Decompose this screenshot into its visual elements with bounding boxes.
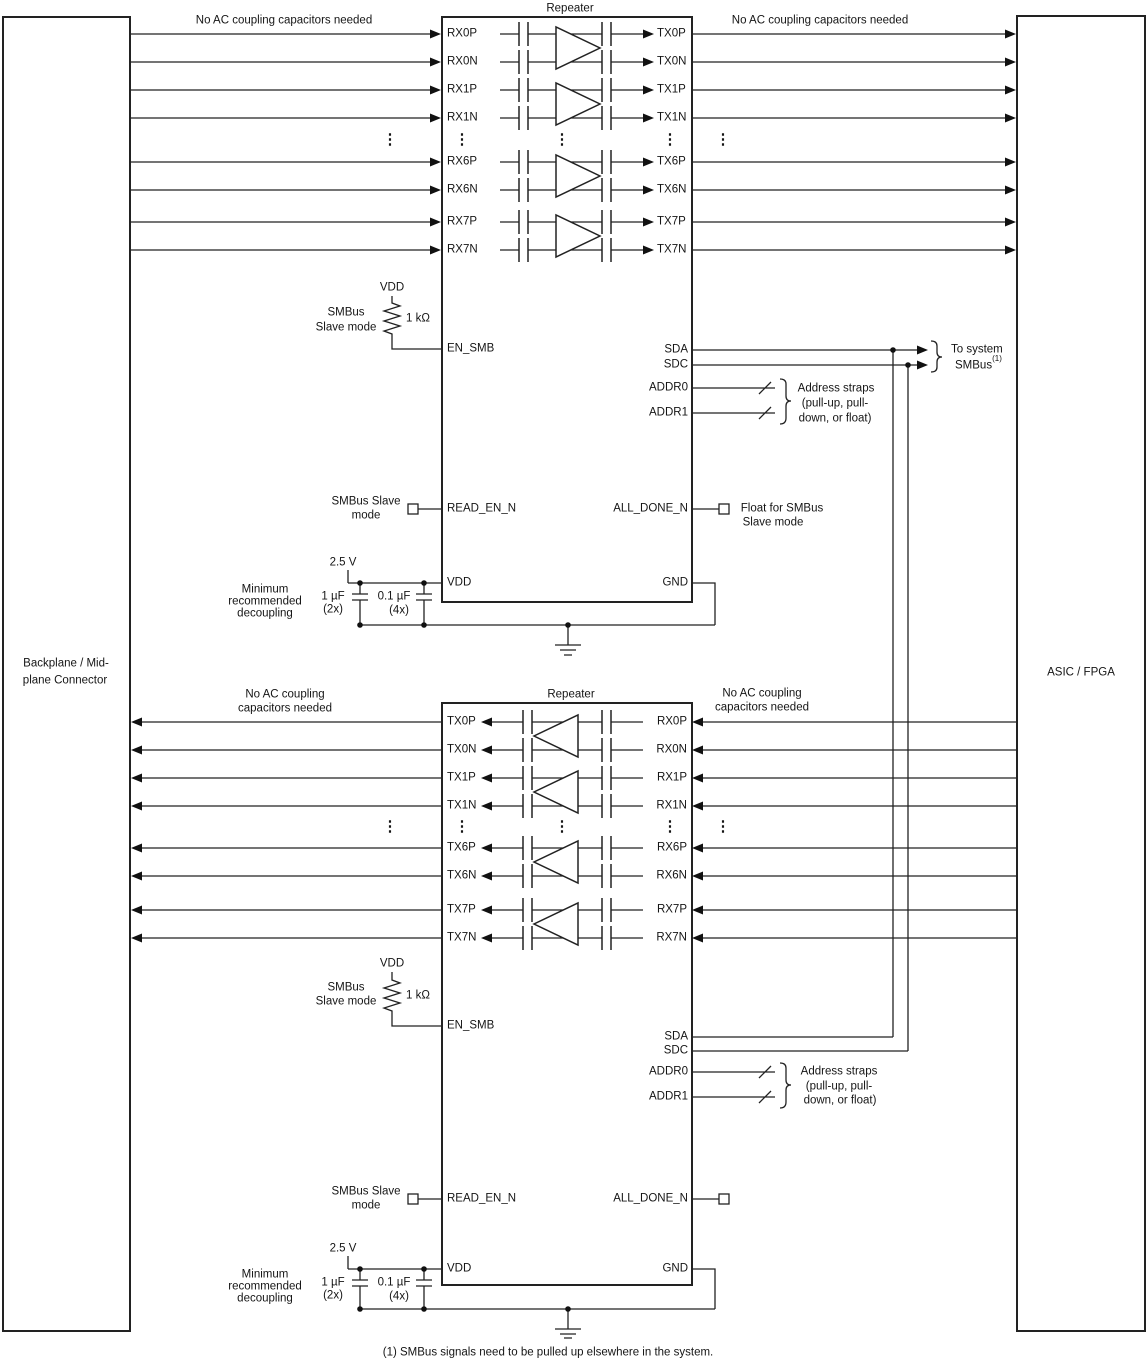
r2-vdd-rail-label: VDD xyxy=(379,957,405,970)
r1-pin-addr0: ADDR0 xyxy=(649,381,688,394)
r2-pin-addr0: ADDR0 xyxy=(649,1065,688,1078)
r1-decoupling-note-l2: recommended xyxy=(228,595,302,608)
r2-pin-addr1: ADDR1 xyxy=(649,1090,688,1103)
r1-read-note-l2: mode xyxy=(351,509,381,522)
r1-cap2-qty: (4x) xyxy=(389,604,409,617)
r2-pin-rx1p: RX1P xyxy=(656,771,687,784)
r1-decoupling-note-l3: decoupling xyxy=(237,607,293,620)
smbus-arrowheads xyxy=(917,346,928,370)
r2-pin-sdc: SDC xyxy=(663,1044,688,1057)
r1-addr-note-l1: Address straps xyxy=(797,382,875,395)
r1-float-note-l1: Float for SMBus xyxy=(740,502,824,515)
r1-supply-voltage: 2.5 V xyxy=(329,556,357,569)
r2-smbus-mode-note-l2: Slave mode xyxy=(315,995,377,1008)
r2-pin-tx1n: TX1N xyxy=(447,799,477,812)
r1-addr-note-l3: down, or float) xyxy=(798,412,872,425)
ellipsis-r1-inner-right: ⋮ xyxy=(662,130,678,148)
r2-pin-vdd: VDD xyxy=(447,1262,472,1275)
note-no-ac-mid-right-l2: capacitors needed xyxy=(715,701,809,714)
r1-pin-en-smb: EN_SMB xyxy=(447,342,495,355)
ellipsis-r2-inner-right: ⋮ xyxy=(662,817,678,835)
r1-pin-rx1n: RX1N xyxy=(447,111,478,124)
r1-read-note-l1: SMBus Slave xyxy=(331,495,401,508)
r2-read-note-l1: SMBus Slave xyxy=(331,1185,401,1198)
r1-float-note-l2: Slave mode xyxy=(742,516,804,529)
r2-pin-rx7n: RX7N xyxy=(656,931,687,944)
r1-pin-rx7n: RX7N xyxy=(447,243,478,256)
r2-pin-rx6n: RX6N xyxy=(656,869,687,882)
r1-pin-tx6p: TX6P xyxy=(657,155,686,168)
r2-pin-sda: SDA xyxy=(664,1030,688,1043)
r1-smbus-mode-note-l1: SMBus xyxy=(327,306,365,319)
r2-cap2-qty: (4x) xyxy=(389,1290,409,1303)
r2-cap1-value: 1 µF xyxy=(321,1276,345,1289)
note-no-ac-mid-left-l1: No AC coupling xyxy=(245,688,325,701)
footnote: (1) SMBus signals need to be pulled up elsewhere in the system. xyxy=(382,1346,714,1359)
r2-supply-voltage: 2.5 V xyxy=(329,1242,357,1255)
ellipsis-r1-outer-right: ⋮ xyxy=(715,130,731,148)
ellipsis-r2-inner-mid: ⋮ xyxy=(554,817,570,835)
r1-pin-tx1n: TX1N xyxy=(657,111,687,124)
r1-addr-brace xyxy=(780,379,791,424)
r2-pin-gnd: GND xyxy=(662,1262,688,1275)
r2-pin-rx6p: RX6P xyxy=(656,841,687,854)
ellipsis-r1-outer-left: ⋮ xyxy=(382,130,398,148)
r1-addr-note-l2: (pull-up, pull- xyxy=(801,397,869,410)
r2-pin-tx6n: TX6N xyxy=(447,869,477,882)
r2-pin-en-smb: EN_SMB xyxy=(447,1019,495,1032)
r1-pin-vdd: VDD xyxy=(447,576,472,589)
r1-smbus-brace xyxy=(931,341,942,372)
r1-pin-rx7p: RX7P xyxy=(447,215,478,228)
r2-pin-rx7p: RX7P xyxy=(656,903,687,916)
r1-cap2-value: 0.1 µF xyxy=(377,590,411,603)
to-system-smbus-l2 xyxy=(955,353,1002,372)
r2-addr-note-l2: (pull-up, pull- xyxy=(805,1080,873,1093)
r1-pin-rx1p: RX1P xyxy=(447,83,478,96)
r1-pin-gnd: GND xyxy=(662,576,688,589)
r2-pin-tx0p: TX0P xyxy=(447,715,476,728)
r1-pin-sdc: SDC xyxy=(663,358,688,371)
r1-pin-tx7p: TX7P xyxy=(657,215,686,228)
r2-read-note-l2: mode xyxy=(351,1199,381,1212)
r1-pin-rx6p: RX6P xyxy=(447,155,478,168)
r1-pin-rx6n: RX6N xyxy=(447,183,478,196)
r2-addr-note-l3: down, or float) xyxy=(803,1094,877,1107)
r2-decoupling-note-l1: Minimum xyxy=(241,1268,289,1281)
r2-pin-tx7p: TX7P xyxy=(447,903,476,916)
r1-pin-tx6n: TX6N xyxy=(657,183,687,196)
r1-pin-all-done-n: ALL_DONE_N xyxy=(613,502,688,515)
r2-decoupling-note-l2: recommended xyxy=(228,1280,302,1293)
note-no-ac-top-left: No AC coupling capacitors needed xyxy=(195,14,373,27)
asic-fpga-label: ASIC / FPGA xyxy=(1047,666,1115,679)
r2-pin-tx6p: TX6P xyxy=(447,841,476,854)
note-no-ac-top-right: No AC coupling capacitors needed xyxy=(731,14,909,27)
backplane-label-l1: Backplane / Mid- xyxy=(23,657,109,670)
r2-pin-all-done-n: ALL_DONE_N xyxy=(613,1192,688,1205)
smbus-word: SMBus xyxy=(955,359,993,372)
r1-pin-tx7n: TX7N xyxy=(657,243,687,256)
ellipsis-r1-inner-left: ⋮ xyxy=(454,130,470,148)
r1-pin-addr1: ADDR1 xyxy=(649,406,688,419)
r2-cap1-qty: (2x) xyxy=(323,1289,343,1302)
r2-resistor-value: 1 kΩ xyxy=(406,989,430,1002)
repeater2-title: Repeater xyxy=(547,688,595,701)
r1-pin-tx0n: TX0N xyxy=(657,55,687,68)
r1-pin-read-en-n: READ_EN_N xyxy=(447,502,517,515)
note-no-ac-mid-left-l2: capacitors needed xyxy=(238,702,332,715)
r1-cap1-value: 1 µF xyxy=(321,590,345,603)
backplane-label-l2: plane Connector xyxy=(22,674,108,687)
ellipsis-r2-outer-right: ⋮ xyxy=(715,817,731,835)
r2-pin-rx1n: RX1N xyxy=(656,799,687,812)
r1-vdd-rail-label: VDD xyxy=(379,281,405,294)
r2-pin-tx0n: TX0N xyxy=(447,743,477,756)
ellipsis-r2-inner-left: ⋮ xyxy=(454,817,470,835)
r2-pin-tx1p: TX1P xyxy=(447,771,476,784)
r1-pin-rx0n: RX0N xyxy=(447,55,478,68)
r2-pin-rx0p: RX0P xyxy=(656,715,687,728)
r1-smbus-mode-note-l2: Slave mode xyxy=(315,321,377,334)
footnote-ref: (1) xyxy=(992,353,1002,363)
r2-addr-brace xyxy=(780,1063,791,1108)
r1-pin-sda: SDA xyxy=(664,343,688,356)
r2-smbus-mode-note-l1: SMBus xyxy=(327,981,365,994)
r1-pin-tx0p: TX0P xyxy=(657,27,686,40)
note-no-ac-mid-right-l1: No AC coupling xyxy=(722,687,802,700)
r2-cap2-value: 0.1 µF xyxy=(377,1276,411,1289)
ellipsis-r2-outer-left: ⋮ xyxy=(382,817,398,835)
ellipsis-r1-inner-mid: ⋮ xyxy=(554,130,570,148)
r2-pin-rx0n: RX0N xyxy=(656,743,687,756)
r2-pin-tx7n: TX7N xyxy=(447,931,477,944)
r2-pin-read-en-n: READ_EN_N xyxy=(447,1192,517,1205)
r1-resistor-value: 1 kΩ xyxy=(406,312,430,325)
r2-decoupling-note-l3: decoupling xyxy=(237,1292,293,1305)
r1-pin-rx0p: RX0P xyxy=(447,27,478,40)
to-system-smbus-l1: To system xyxy=(951,343,1003,356)
r2-addr-note-l1: Address straps xyxy=(800,1065,878,1078)
repeater1-title: Repeater xyxy=(546,2,594,15)
r1-decoupling-note-l1: Minimum xyxy=(241,583,289,596)
r1-pin-tx1p: TX1P xyxy=(657,83,686,96)
r1-cap1-qty: (2x) xyxy=(323,603,343,616)
